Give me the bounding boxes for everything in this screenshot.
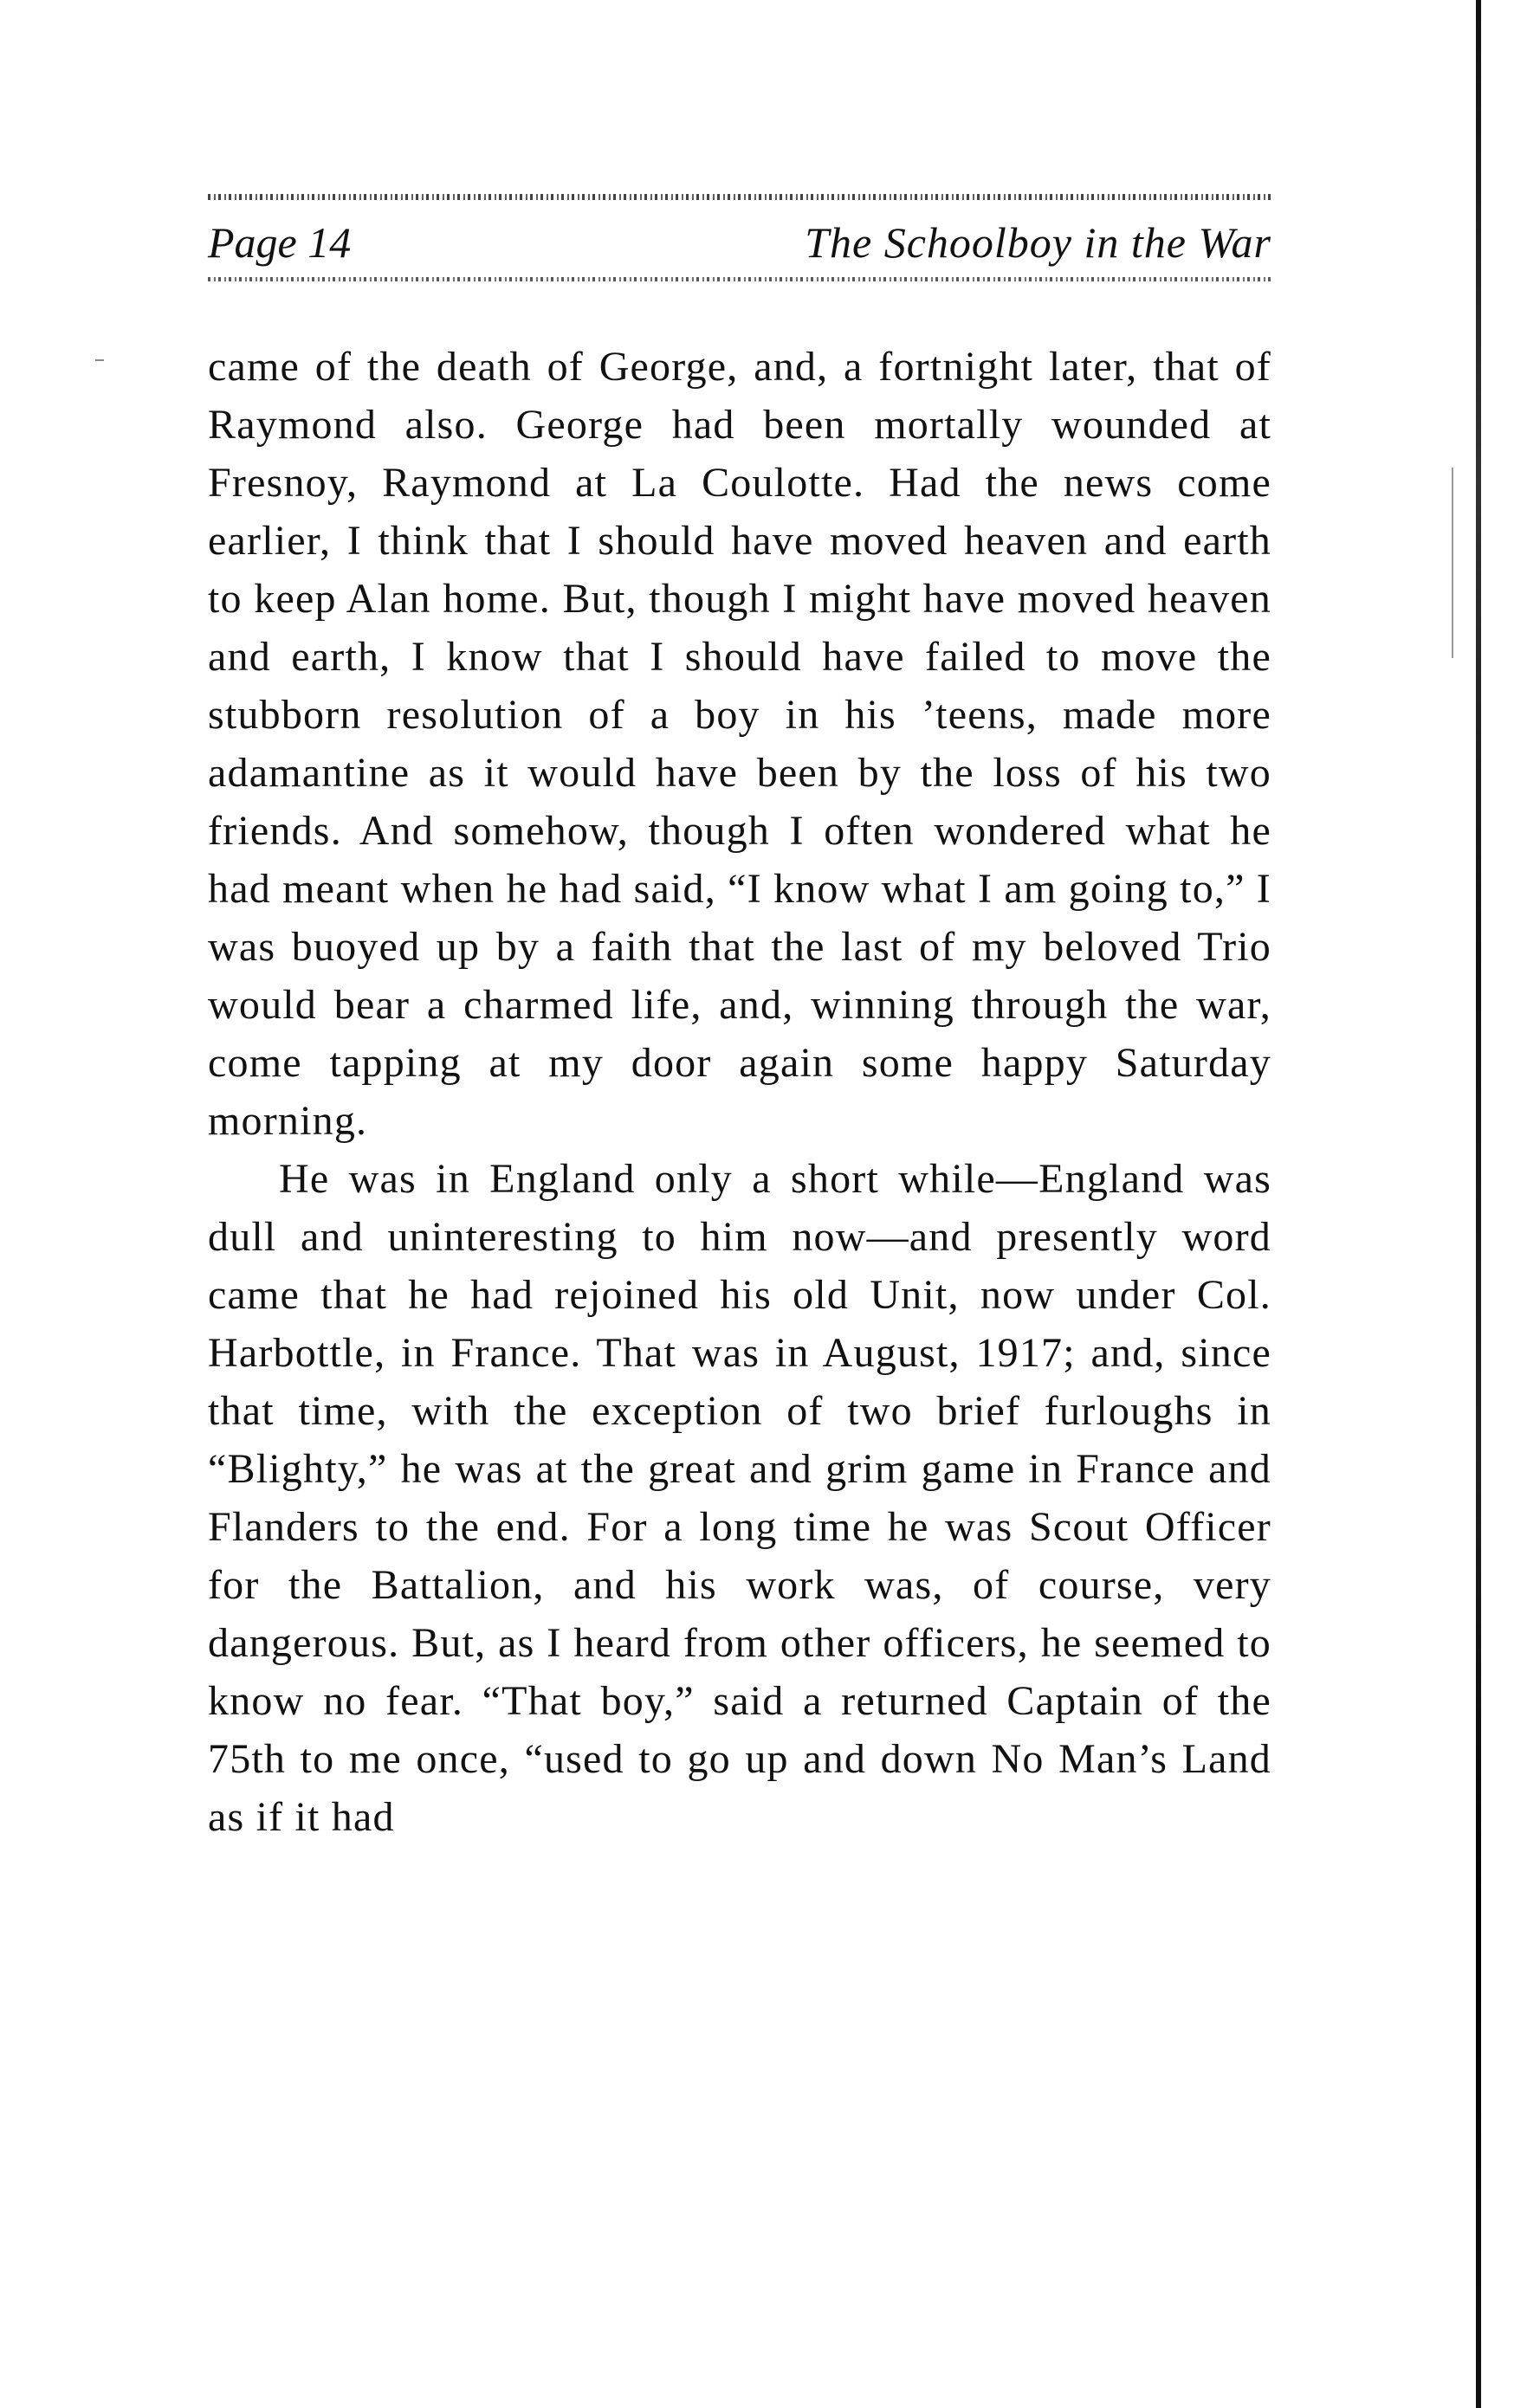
running-title: The Schoolboy in the War xyxy=(805,218,1271,267)
body-text xyxy=(208,338,1271,1846)
page-edge-shadow xyxy=(1476,0,1481,2408)
scan-edge-mark xyxy=(1452,468,1453,658)
page-number: Page 14 xyxy=(208,218,352,267)
header-rule-top xyxy=(208,194,1271,200)
paragraph-continued: came of the death of George, and, a fortnight later, that of Raymond also. George had been mortally wounded at Fresnoy, Raymond at La Coulotte. Had the news come earlier, I think that I should have moved heaven and earth to keep Alan home. But, though I might have moved heaven and earth, I know that I should have failed to move the stubborn resolution of a boy in his ’teens, made more adamantine as it would have been by the loss of his two friends. And somehow, though I often wondered what he had meant when he had said, “I know what I am going to,” I was buoyed up by a faith that the last of my beloved Trio would bear a charmed life, and, winning through the war, come tapping at my door again some happy Saturday morning. xyxy=(208,344,1271,1144)
running-header xyxy=(208,215,1271,270)
scan-speck xyxy=(95,359,104,361)
header-rule-bottom xyxy=(208,277,1271,281)
paragraph: He was in England only a short while—England was dull and uninteresting to him now—and presently word came that he had rejoined his old Unit, now under Col. Harbottle, in France. That was in August, 1917; and, since that time, with the exception of two brief furloughs in “Blighty,” he was at the great and grim game in France and Flanders to the end. For a long time he was Scout Officer for the Battalion, and his work was, of course, very dangerous. But, as I heard from other officers, he seemed to know no fear. “That boy,” said a returned Captain of the 75th to me once, “used to go up and down No Man’s Land as if it had xyxy=(208,1156,1271,1840)
